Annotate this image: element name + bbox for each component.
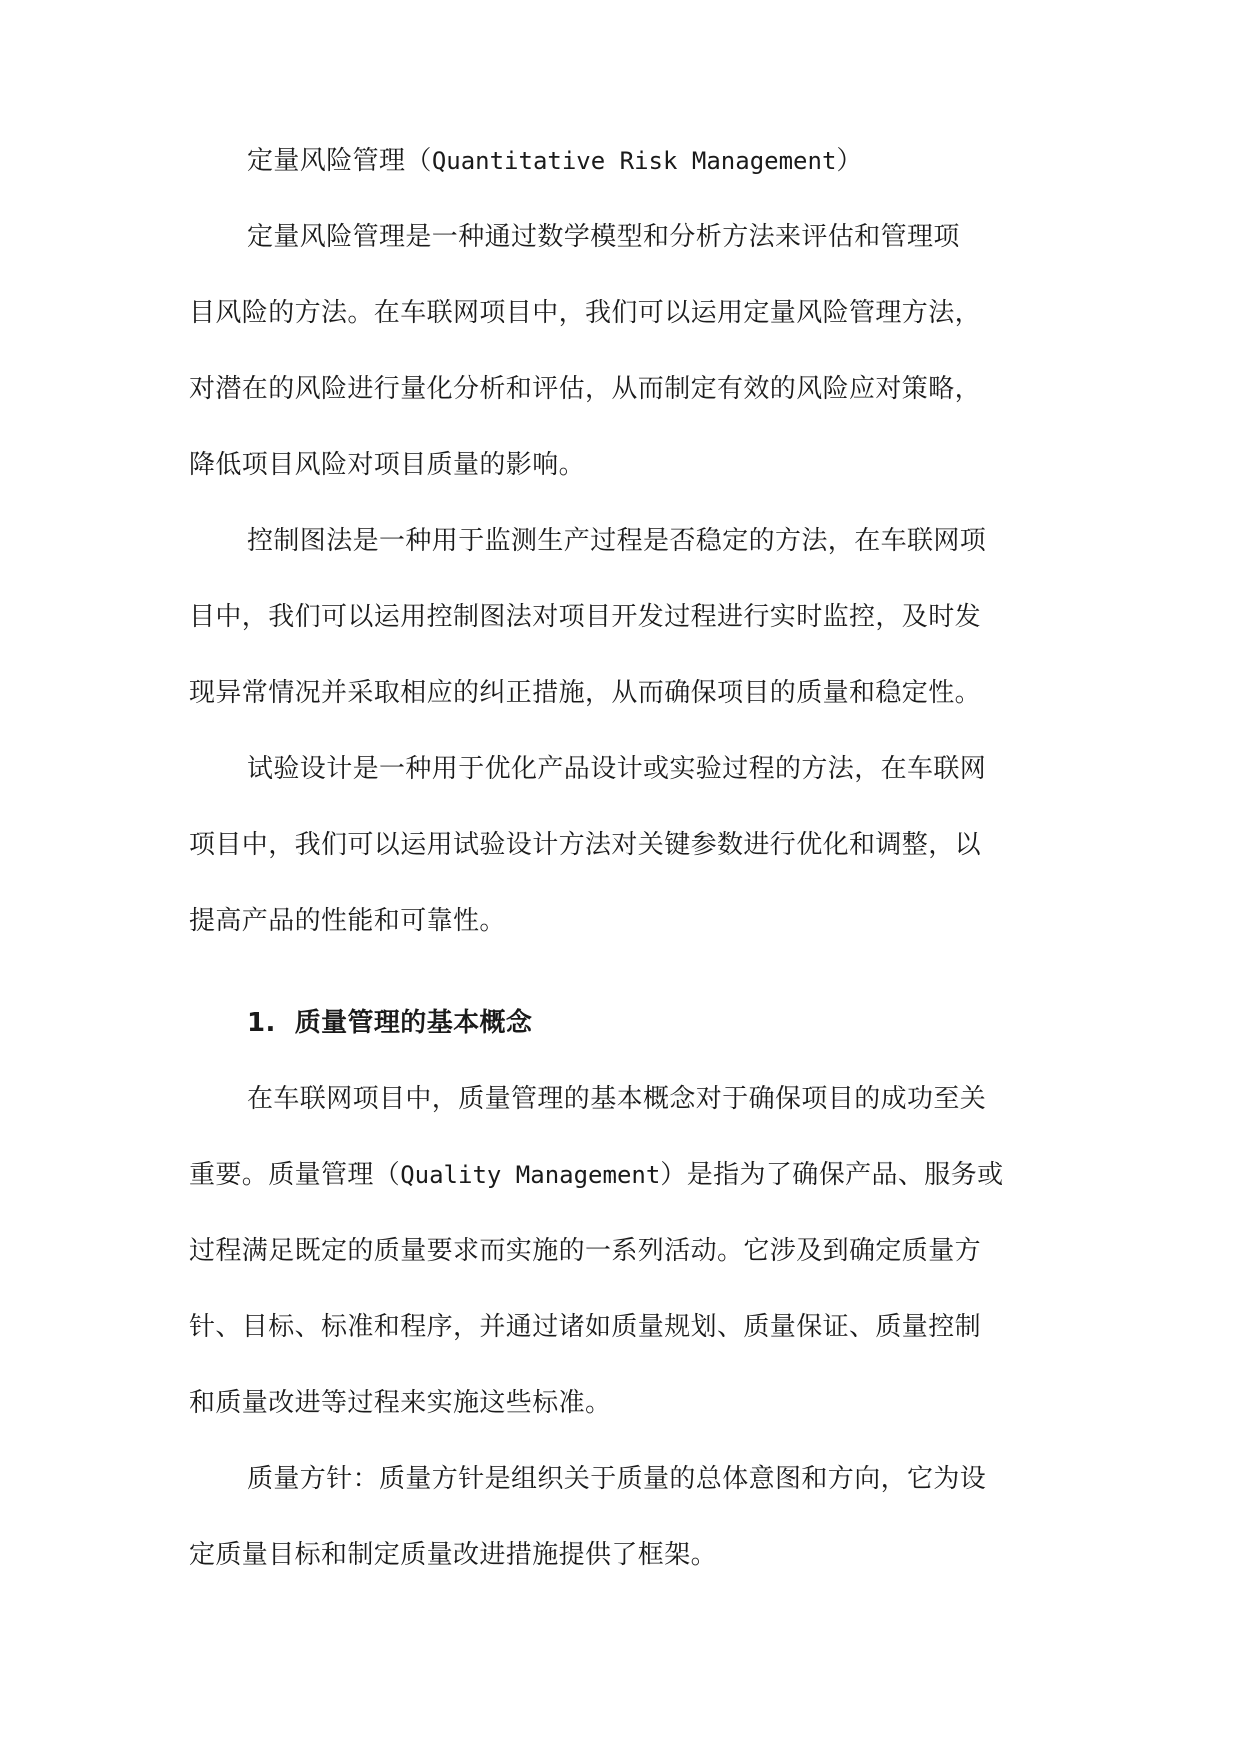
paragraph-doe-line-1: 试验设计是一种用于优化产品设计或实验过程的方法，在车联网 — [247, 754, 987, 784]
document-page — [189, 148, 1059, 1618]
paragraph-qrm-line-4: 降低项目风险对项目质量的影响。 — [189, 450, 586, 480]
paragraph-quality-policy-line-1: 质量方针：质量方针是组织关于质量的总体意图和方向，它为设 — [247, 1464, 987, 1494]
section-number: 1. — [247, 1008, 276, 1038]
section-gap — [189, 984, 1059, 1010]
paragraph-qm-line-3: 过程满足既定的质量要求而实施的一系列活动。它涉及到确定质量方 — [189, 1236, 982, 1266]
paragraph-qm-line-1: 在车联网项目中，质量管理的基本概念对于确保项目的成功至关 — [247, 1084, 987, 1114]
paragraph-qm-line-2 — [189, 1162, 1059, 1238]
paragraph-doe-line-2: 项目中，我们可以运用试验设计方法对关键参数进行优化和调整，以 — [189, 830, 982, 860]
paragraph-qm-line-4: 针、目标、标准和程序，并通过诸如质量规划、质量保证、质量控制 — [189, 1312, 982, 1342]
paragraph-qrm-line-1: 定量风险管理是一种通过数学模型和分析方法来评估和管理项 — [247, 222, 960, 252]
paragraph-control-chart-line-2: 目中，我们可以运用控制图法对项目开发过程进行实时监控，及时发 — [189, 602, 982, 632]
section-heading — [189, 1010, 1059, 1086]
text-segment: 重要。质量管理（ — [189, 1160, 401, 1190]
paragraph-qrm-line-3: 对潜在的风险进行量化分析和评估，从而制定有效的风险应对策略， — [189, 374, 982, 404]
paragraph-control-chart-line-3: 现异常情况并采取相应的纠正措施，从而确保项目的质量和稳定性。 — [189, 678, 982, 708]
paragraph-qm-line-5: 和质量改进等过程来实施这些标准。 — [189, 1388, 612, 1418]
paragraph-quality-policy-line-2: 定质量目标和制定质量改进措施提供了框架。 — [189, 1540, 718, 1570]
text-segment: 定量风险管理（ — [247, 146, 432, 176]
paragraph-control-chart-line-1: 控制图法是一种用于监测生产过程是否稳定的方法，在车联网项 — [247, 526, 987, 556]
section-title: 质量管理的基本概念 — [294, 1008, 533, 1038]
text-segment: ）是指为了确保产品、服务或 — [660, 1160, 1004, 1190]
paragraph-qrm-line-2: 目风险的方法。在车联网项目中，我们可以运用定量风险管理方法， — [189, 298, 982, 328]
paragraph-doe-line-3: 提高产品的性能和可靠性。 — [189, 906, 506, 936]
paragraph-qrm-title — [189, 148, 1059, 224]
text-segment-latin: Quantitative Risk Management — [431, 147, 837, 175]
text-segment-latin: Quality Management — [400, 1161, 661, 1189]
text-segment: ） — [836, 146, 863, 176]
